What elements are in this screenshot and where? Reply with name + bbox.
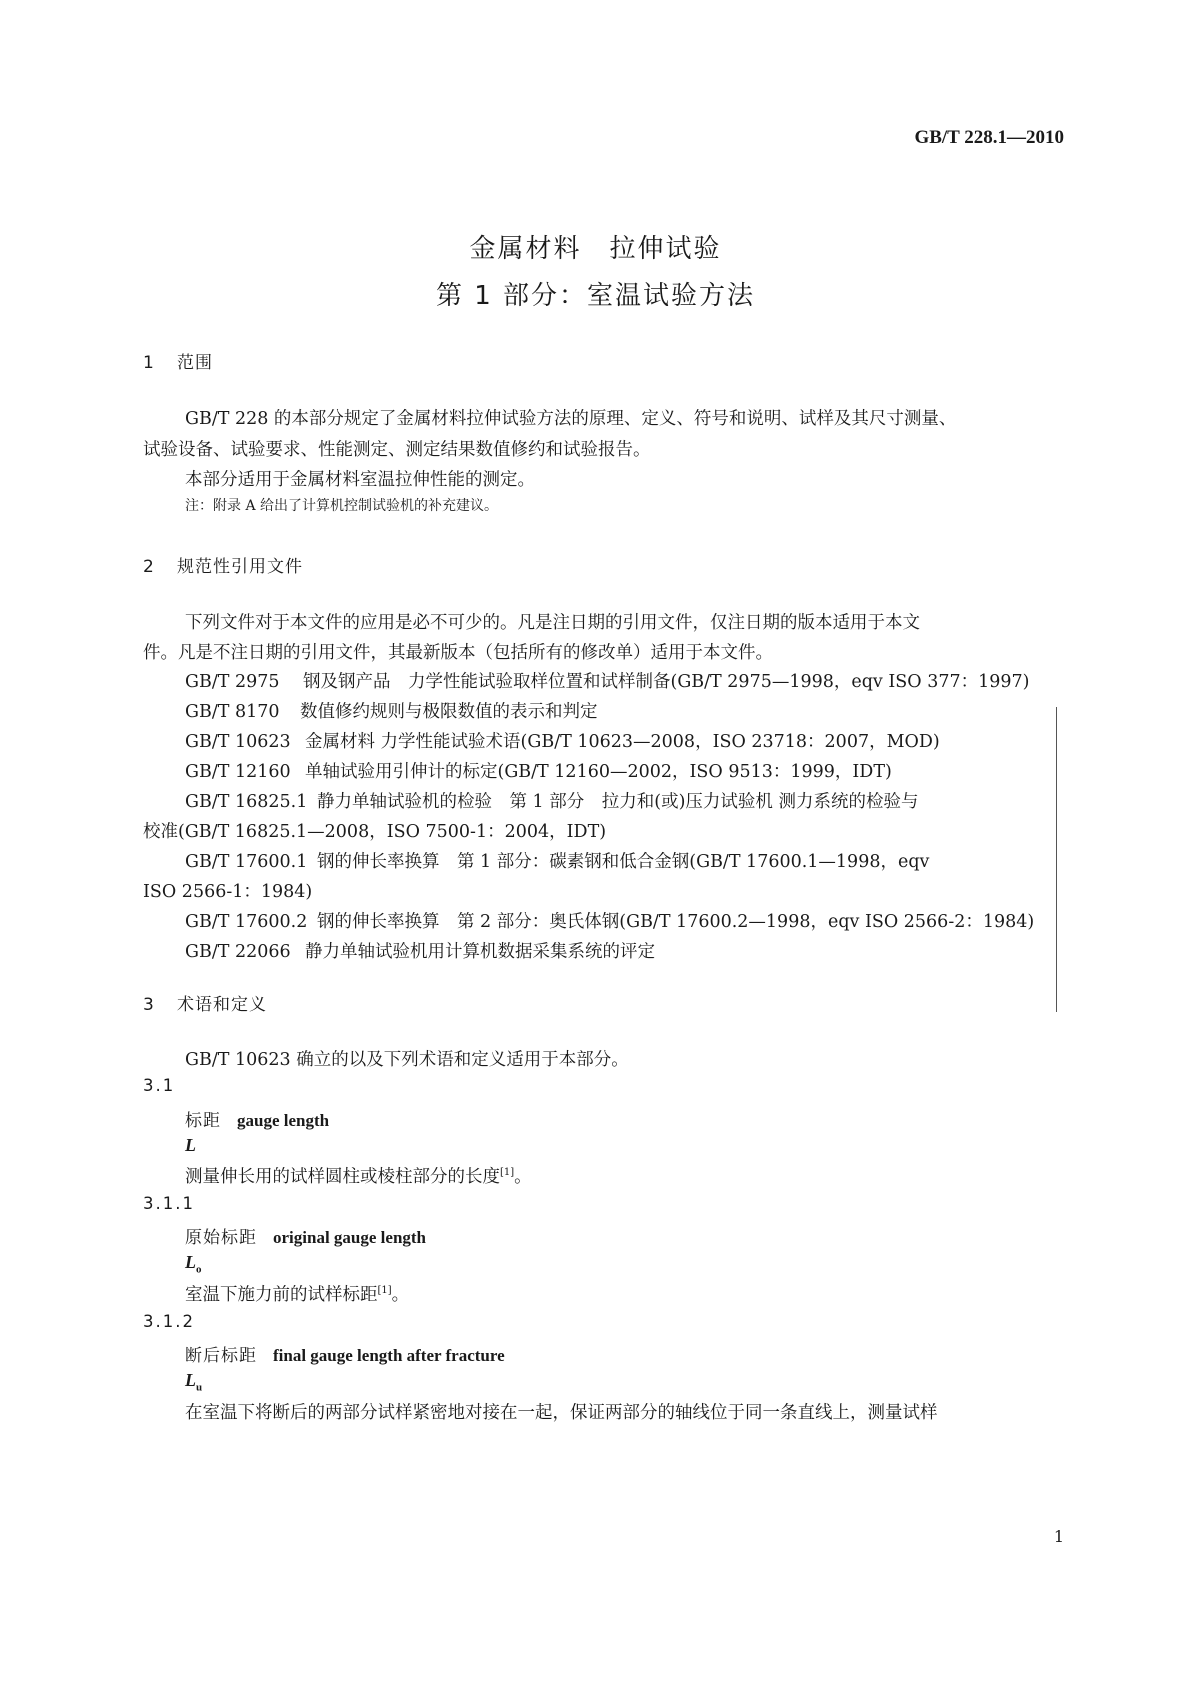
reference-code: GB/T 16825.1 bbox=[185, 792, 308, 812]
term-symbol bbox=[185, 1252, 202, 1276]
section-3-heading bbox=[143, 990, 267, 1015]
symbol-letter: L bbox=[185, 1252, 196, 1272]
term bbox=[185, 1106, 329, 1131]
reference-code: GB/T 17600.2 bbox=[185, 912, 308, 932]
citation: [1] bbox=[377, 1285, 392, 1297]
reference-item bbox=[185, 728, 940, 753]
symbol-letter: L bbox=[185, 1370, 196, 1390]
section-2-heading bbox=[143, 552, 303, 577]
term-en: original gauge length bbox=[273, 1228, 427, 1247]
section-title: 规范性引用文件 bbox=[177, 557, 303, 577]
section-number: 2 bbox=[143, 557, 155, 577]
reference-code: GB/T 17600.1 bbox=[185, 852, 308, 872]
reference-title: 钢及钢产品 力学性能试验取样位置和试样制备(GB/T 2975—1998，eqv ISO 377：1997) bbox=[303, 672, 1030, 692]
document-subtitle: 第 1 部分：室温试验方法 bbox=[435, 281, 756, 311]
reference-item bbox=[185, 848, 929, 873]
paragraph: GB/T 10623 确立的以及下列术语和定义适用于本部分。 bbox=[185, 1050, 629, 1070]
term-zh: 断后标距 bbox=[185, 1346, 257, 1366]
reference-title: 静力单轴试验机的检验 第 1 部分 拉力和(或)压力试验机 测力系统的检验与 bbox=[317, 792, 919, 812]
reference-code: GB/T 2975 bbox=[185, 672, 280, 692]
reference-code: GB/T 8170 bbox=[185, 702, 280, 722]
section-number: 3 bbox=[143, 995, 155, 1015]
term-definition bbox=[185, 1163, 532, 1188]
symbol-letter: L bbox=[185, 1135, 196, 1155]
term-en: gauge length bbox=[237, 1111, 330, 1130]
citation: [1] bbox=[500, 1167, 515, 1179]
page-number: 1 bbox=[1053, 1527, 1064, 1546]
note bbox=[185, 495, 498, 515]
paragraph: GB/T 228 的本部分规定了金属材料拉伸试验方法的原理、定义、符号和说明、试样及其尺寸测量、 bbox=[185, 409, 957, 429]
reference-continuation: ISO 2566-1：1984) bbox=[143, 882, 313, 902]
definition-end: 。 bbox=[391, 1285, 410, 1305]
reference-code: GB/T 22066 bbox=[185, 942, 291, 962]
reference-item bbox=[185, 788, 918, 813]
paragraph: 下列文件对于本文件的应用是必不可少的。凡是注日期的引用文件，仅注日期的版本适用于本文 bbox=[185, 613, 920, 633]
reference-item bbox=[185, 758, 892, 783]
reference-item bbox=[185, 698, 598, 723]
clause-number: 3.1.1 bbox=[143, 1194, 195, 1213]
term bbox=[185, 1223, 426, 1248]
symbol-subscript: o bbox=[196, 1263, 202, 1276]
clause-number: 3.1.2 bbox=[143, 1312, 195, 1331]
reference-title: 静力单轴试验机用计算机数据采集系统的评定 bbox=[305, 942, 655, 962]
reference-title: 钢的伸长率换算 第 1 部分：碳素钢和低合金钢(GB/T 17600.1—1998，eqv bbox=[317, 852, 930, 872]
reference-code: GB/T 12160 bbox=[185, 762, 291, 782]
term-definition bbox=[185, 1281, 409, 1306]
symbol-subscript: u bbox=[196, 1381, 203, 1394]
note-text: 附录 A 给出了计算机控制试验机的补充建议。 bbox=[213, 498, 499, 514]
reference-item bbox=[185, 908, 1034, 933]
definition-end: 。 bbox=[514, 1167, 532, 1187]
reference-title: 数值修约规则与极限数值的表示和判定 bbox=[300, 702, 598, 722]
definition-text: 测量伸长用的试样圆柱或棱柱部分的长度 bbox=[185, 1167, 500, 1187]
term bbox=[185, 1341, 505, 1366]
reference-continuation: 校准(GB/T 16825.1—2008，ISO 7500-1：2004，IDT) bbox=[143, 822, 607, 842]
standard-code: GB/T 228.1—2010 bbox=[914, 127, 1064, 148]
paragraph-continuation: 件。凡是不注日期的引用文件，其最新版本（包括所有的修改单）适用于本文件。 bbox=[143, 643, 773, 663]
term-definition: 在室温下将断后的两部分试样紧密地对接在一起，保证两部分的轴线位于同一条直线上，测量试样 bbox=[185, 1403, 938, 1423]
term-symbol bbox=[185, 1370, 202, 1394]
term-en: final gauge length after fracture bbox=[273, 1346, 505, 1365]
reference-item bbox=[185, 668, 1029, 693]
change-bar bbox=[1056, 707, 1057, 1012]
reference-title: 金属材料 力学性能试验术语(GB/T 10623—2008，ISO 23718：2007，MOD) bbox=[305, 732, 940, 752]
term-symbol bbox=[185, 1135, 196, 1156]
reference-code: GB/T 10623 bbox=[185, 732, 291, 752]
clause-number: 3.1 bbox=[143, 1076, 176, 1095]
section-title: 术语和定义 bbox=[177, 995, 267, 1015]
term-zh: 标距 bbox=[185, 1111, 221, 1131]
note-label: 注： bbox=[185, 498, 213, 514]
document-title: 金属材料 拉伸试验 bbox=[469, 234, 722, 264]
section-1-heading bbox=[143, 348, 213, 373]
reference-item bbox=[185, 938, 655, 963]
paragraph: 本部分适用于金属材料室温拉伸性能的测定。 bbox=[185, 470, 535, 490]
section-number: 1 bbox=[143, 353, 155, 373]
term-zh: 原始标距 bbox=[185, 1228, 257, 1248]
definition-text: 室温下施力前的试样标距 bbox=[185, 1285, 378, 1305]
section-title: 范围 bbox=[177, 353, 213, 373]
reference-title: 单轴试验用引伸计的标定(GB/T 12160—2002，ISO 9513：1999，IDT) bbox=[305, 762, 892, 782]
paragraph-continuation: 试验设备、试验要求、性能测定、测定结果数值修约和试验报告。 bbox=[143, 440, 651, 460]
reference-title: 钢的伸长率换算 第 2 部分：奥氏体钢(GB/T 17600.2—1998，eqv ISO 2566-2：1984) bbox=[317, 912, 1035, 932]
